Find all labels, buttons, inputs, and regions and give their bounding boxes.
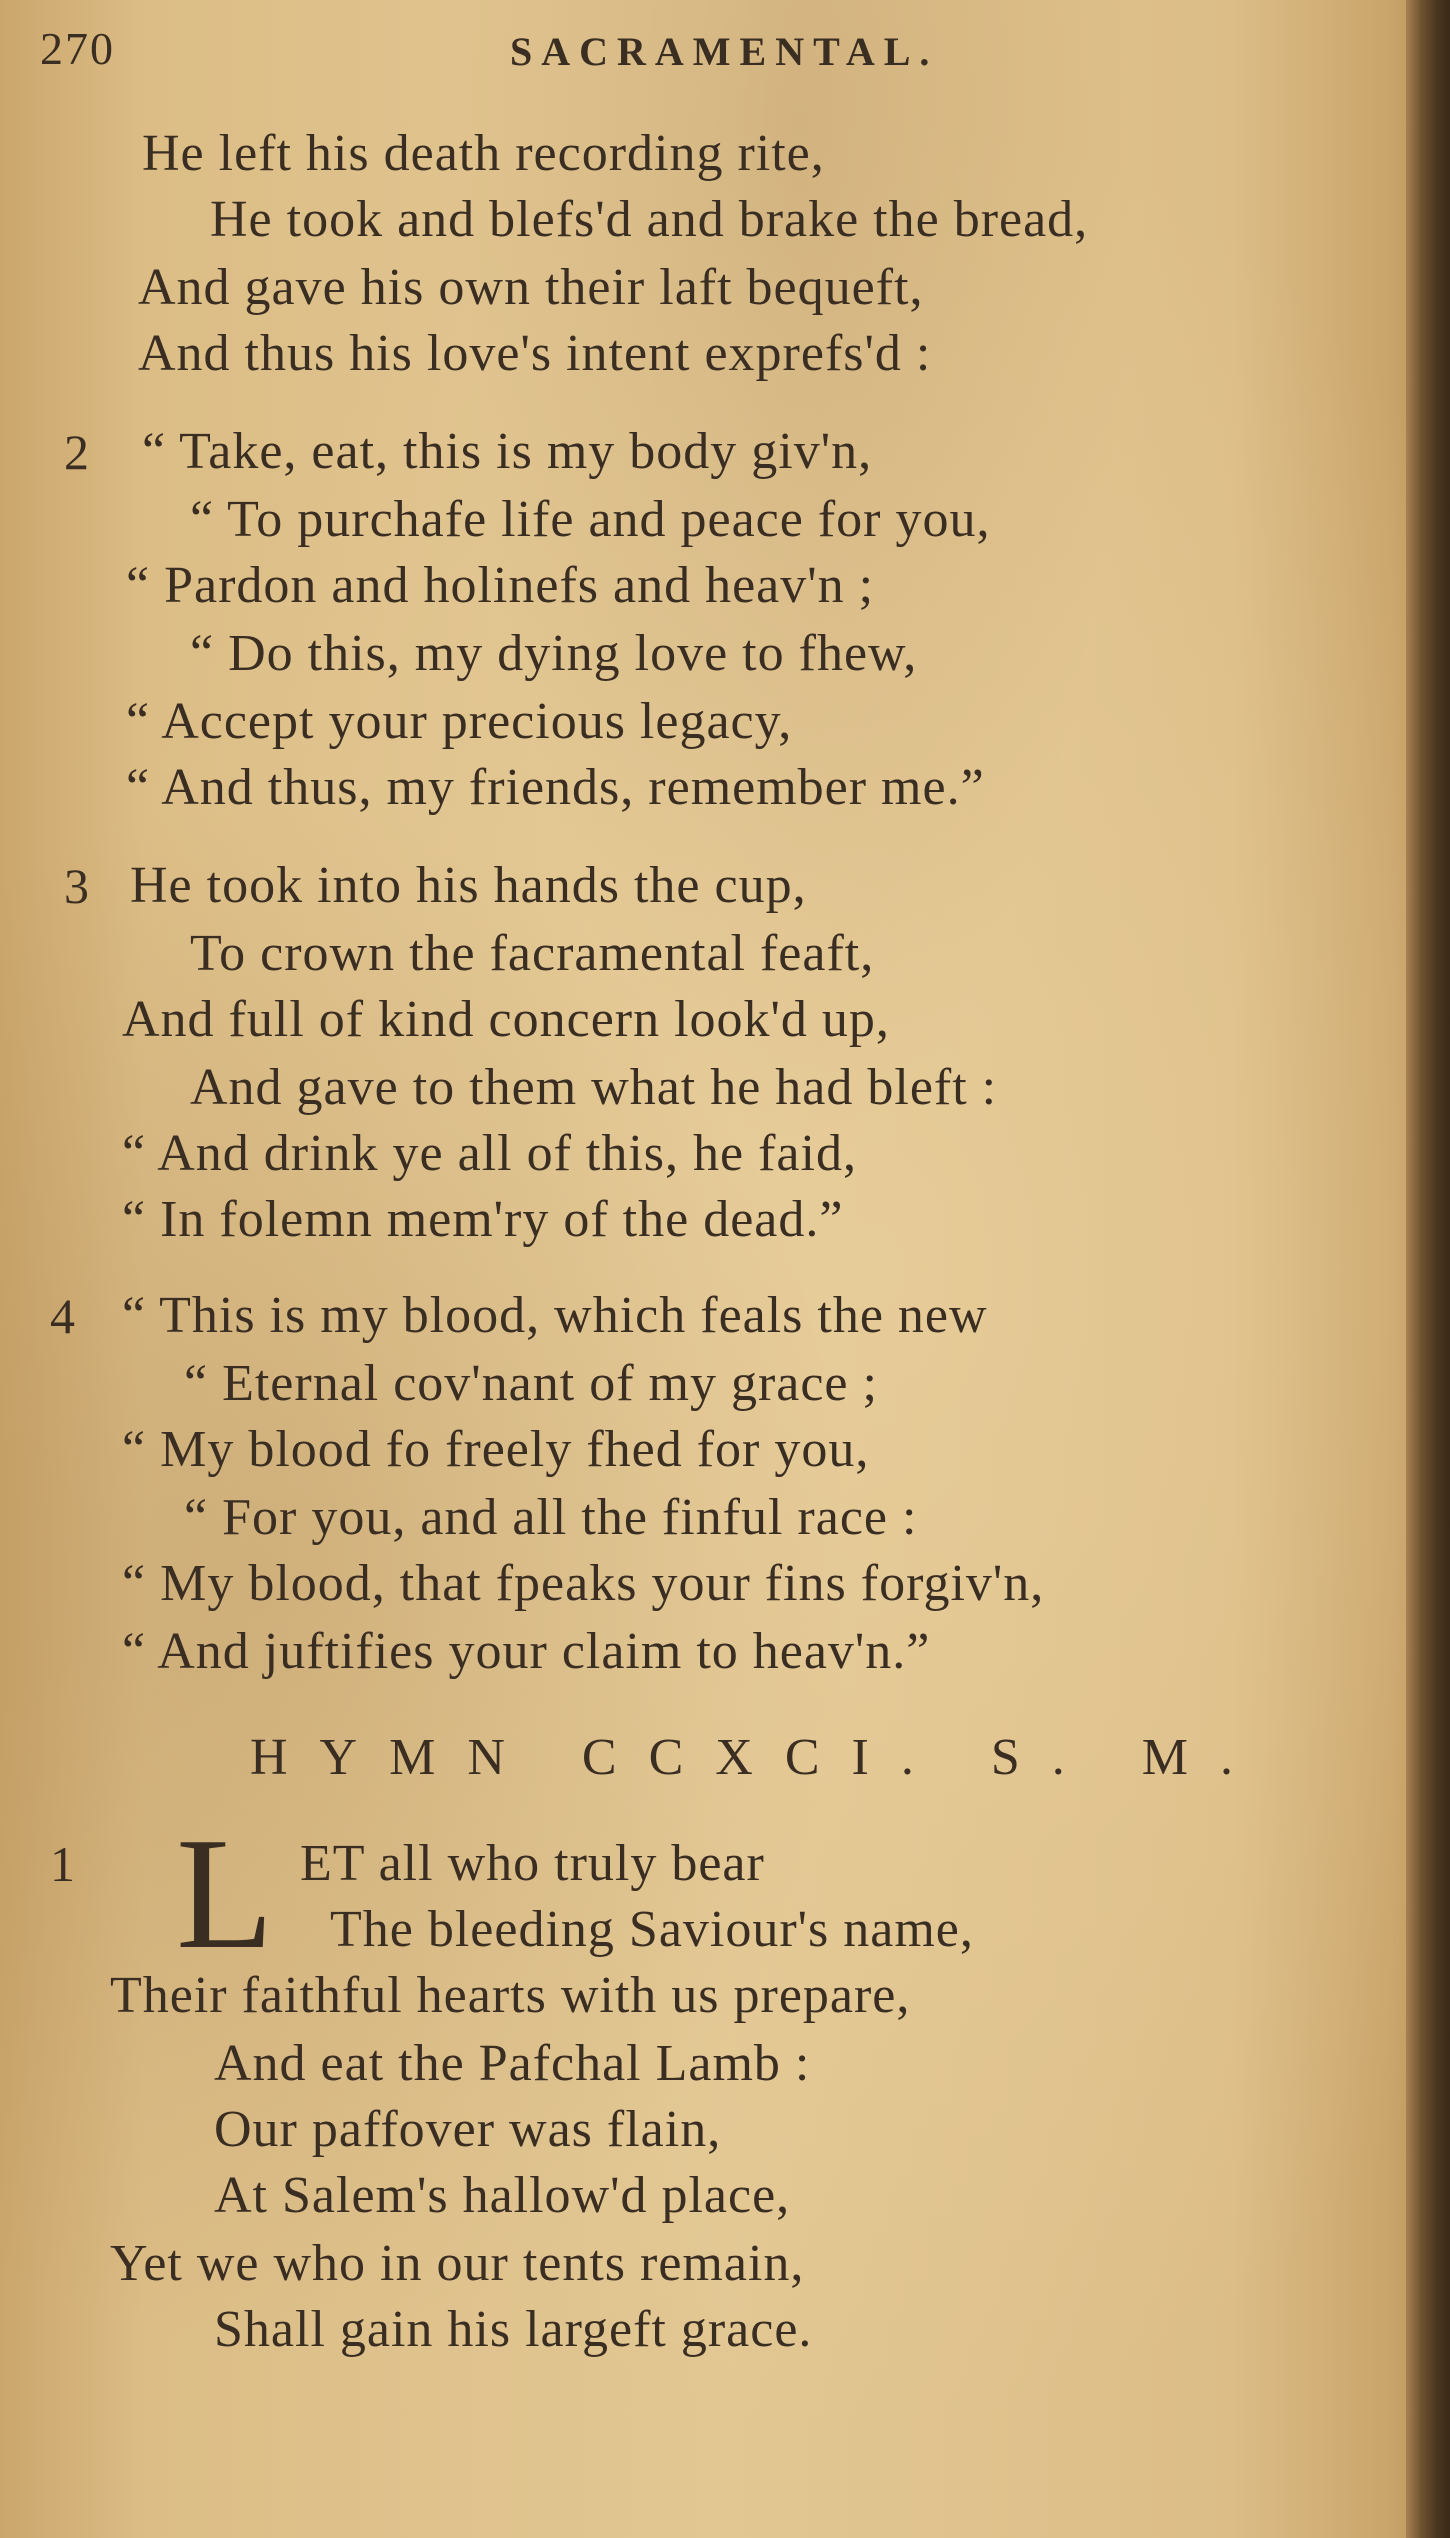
drop-capital: L	[176, 1804, 274, 1982]
verse-line: “ My blood, that fpeaks your fins forgiv'n,	[122, 1555, 1045, 1612]
verse-line: “ This is my blood, which feals the new	[122, 1287, 988, 1344]
verse-line: He took into his hands the cup,	[130, 857, 807, 914]
stanza-number: 3	[64, 858, 89, 914]
verse-line: “ Do this, my dying love to fhew,	[190, 625, 918, 682]
page-number: 270	[40, 23, 115, 74]
verse-line: “ And drink ye all of this, he faid,	[122, 1125, 857, 1182]
verse-line: The bleeding Saviour's name,	[330, 1901, 974, 1958]
verse-line: ET all who truly bear	[300, 1835, 765, 1892]
running-head: SACRAMENTAL.	[510, 29, 939, 74]
verse-line: And gave to them what he had bleft :	[190, 1059, 998, 1116]
verse-line: “ Eternal cov'nant of my grace ;	[184, 1355, 878, 1412]
verse-line: And gave his own their laft bequeft,	[138, 259, 924, 316]
verse-line: He took and blefs'd and brake the bread,	[210, 191, 1089, 248]
verse-line: “ To purchafe life and peace for you,	[190, 491, 991, 548]
verse-line: “ My blood fo freely fhed for you,	[122, 1421, 870, 1478]
book-spine-edge	[1406, 0, 1450, 2538]
verse-line: Shall gain his largeft grace.	[214, 2301, 813, 2358]
verse-line: “ Take, eat, this is my body giv'n,	[142, 423, 873, 480]
stanza-number: 4	[50, 1288, 75, 1344]
verse-line: And eat the Pafchal Lamb :	[214, 2035, 811, 2092]
verse-line: And thus his love's intent exprefs'd :	[138, 325, 932, 382]
verse-line: “ For you, and all the finful race :	[184, 1489, 918, 1546]
verse-line: “ And thus, my friends, remember me.”	[126, 759, 985, 816]
verse-line: “ Accept your precious legacy,	[126, 693, 793, 750]
verse-line: He left his death recording rite,	[142, 125, 825, 182]
verse-line: “ And juftifies your claim to heav'n.”	[122, 1623, 931, 1680]
verse-line: To crown the facramental feaft,	[190, 925, 875, 982]
verse-line: And full of kind concern look'd up,	[122, 991, 890, 1048]
hymn-title: HYMN CCXCI. S. M.	[250, 1729, 1265, 1786]
verse-line: Our paffover was flain,	[214, 2101, 722, 2158]
verse-line: “ In folemn mem'ry of the dead.”	[122, 1191, 844, 1248]
stanza-number: 2	[64, 424, 89, 480]
verse-line: Yet we who in our tents remain,	[110, 2235, 805, 2292]
stanza-number: 1	[50, 1836, 75, 1892]
verse-line: Their faithful hearts with us prepare,	[110, 1967, 911, 2024]
verse-line: “ Pardon and holinefs and heav'n ;	[126, 557, 875, 614]
page-header	[40, 22, 1340, 92]
verse-line: At Salem's hallow'd place,	[214, 2167, 791, 2224]
